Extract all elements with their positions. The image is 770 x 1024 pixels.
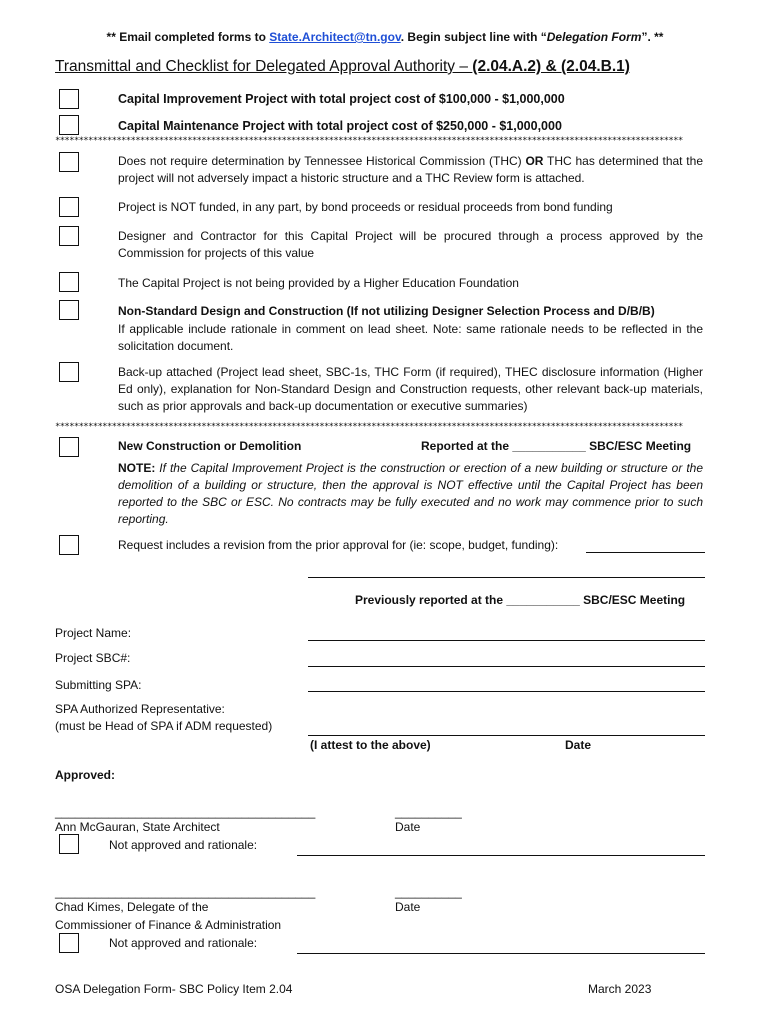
previously-reported-label: Previously reported at the ___________ SBC/ESC Meeting bbox=[355, 593, 686, 607]
page-title bbox=[55, 58, 630, 76]
checkbox-capital-maintenance[interactable] bbox=[59, 115, 79, 135]
architect-signature-line[interactable]: _______________________________________ bbox=[55, 805, 316, 819]
submitting-spa-label: Submitting SPA: bbox=[55, 678, 142, 692]
footer-left: OSA Delegation Form- SBC Policy Item 2.04 bbox=[55, 982, 293, 996]
checkbox-nonstandard[interactable] bbox=[59, 300, 79, 320]
architect-rationale-line[interactable] bbox=[297, 855, 705, 856]
spa-rep-label-1: SPA Authorized Representative: bbox=[55, 702, 225, 716]
attest-label: (I attest to the above) bbox=[310, 738, 431, 752]
spa-rep-label-2: (must be Head of SPA if ADM requested) bbox=[55, 719, 273, 733]
checkbox-capital-improvement[interactable] bbox=[59, 89, 79, 109]
capital-maintenance-label: Capital Maintenance Project with total project cost of $250,000 - $1,000,000 bbox=[118, 119, 562, 133]
delegate-not-approved-label: Not approved and rationale: bbox=[109, 936, 258, 950]
email-middle: . Begin subject line with “ bbox=[400, 30, 547, 44]
submitting-spa-line[interactable] bbox=[308, 691, 705, 692]
designer-text: Designer and Contractor for this Capital Project will be procured through a process approved by the Commission for projects of this value bbox=[118, 229, 703, 260]
email-prefix: ** Email completed forms to bbox=[106, 30, 270, 44]
project-name-line[interactable] bbox=[308, 640, 705, 641]
checkbox-delegate-not-approved[interactable] bbox=[59, 933, 79, 953]
project-sbc-line[interactable] bbox=[308, 666, 705, 667]
email-subject: Delegation Form bbox=[546, 30, 642, 44]
delegate-name-2: Commissioner of Finance & Administration bbox=[55, 918, 282, 932]
delegate-name-1: Chad Kimes, Delegate of the bbox=[55, 900, 209, 914]
architect-name: Ann McGauran, State Architect bbox=[55, 820, 220, 834]
checkbox-backup[interactable] bbox=[59, 362, 79, 382]
new-construction-label: New Construction or Demolition bbox=[118, 439, 302, 453]
note-label: NOTE: bbox=[118, 461, 156, 475]
reported-at-label: Reported at the ___________ SBC/ESC Meeting bbox=[421, 439, 692, 453]
architect-not-approved-label: Not approved and rationale: bbox=[109, 838, 258, 852]
capital-improvement-label: Capital Improvement Project with total project cost of $100,000 - $1,000,000 bbox=[118, 92, 565, 106]
revision-line-1[interactable] bbox=[586, 552, 705, 553]
attest-date-label: Date bbox=[565, 738, 592, 752]
new-construction-note bbox=[118, 460, 703, 528]
email-instruction bbox=[0, 30, 770, 44]
revision-line-2[interactable] bbox=[308, 577, 705, 578]
title-text: Transmittal and Checklist for Delegated Approval Authority – bbox=[55, 58, 473, 75]
approved-heading: Approved: bbox=[55, 768, 115, 782]
project-name-label: Project Name: bbox=[55, 626, 132, 640]
checkbox-thc[interactable] bbox=[59, 152, 79, 172]
checkbox-foundation[interactable] bbox=[59, 272, 79, 292]
nonstandard-body: If applicable include rationale in comment on lead sheet. Note: same rationale needs to be reflected in the solicitation document. bbox=[118, 322, 703, 353]
delegate-date-label: Date bbox=[395, 900, 421, 914]
note-text: If the Capital Improvement Project is the construction or erection of a new building or structure or the demolition of a building or structure, then the approval is NOT effective until the Capital Project has been reported to the SBC or ESC. No contracts may be fully executed and no work may commence prior to such reporting. bbox=[118, 461, 703, 526]
checkbox-architect-not-approved[interactable] bbox=[59, 834, 79, 854]
thc-part1: Does not require determination by Tennessee Historical Commission (THC) bbox=[118, 154, 526, 168]
thc-text bbox=[118, 153, 703, 187]
bond-text: Project is NOT funded, in any part, by bond proceeds or residual proceeds from bond funding bbox=[118, 200, 613, 214]
foundation-text: The Capital Project is not being provided by a Higher Education Foundation bbox=[118, 276, 519, 290]
delegate-signature-line[interactable]: _______________________________________ bbox=[55, 885, 316, 899]
architect-date-line[interactable]: __________ bbox=[395, 805, 462, 819]
checkbox-bond[interactable] bbox=[59, 197, 79, 217]
backup-text: Back-up attached (Project lead sheet, SBC-1s, THC Form (if required), THEC disclosure information (Higher Ed only), explanation for Non-Standard Design and Construction requests, other relevant back-up materials, such as prior approvals and back-up documentation or executive summaries) bbox=[118, 365, 703, 413]
revision-label: Request includes a revision from the prior approval for (ie: scope, budget, funding): bbox=[118, 538, 559, 552]
footer-right: March 2023 bbox=[588, 982, 652, 996]
email-link[interactable]: State.Architect@tn.gov bbox=[269, 30, 401, 44]
title-codes: (2.04.A.2) & (2.04.B.1) bbox=[472, 58, 630, 75]
nonstandard-title: Non-Standard Design and Construction (If not utilizing Designer Selection Process and D/B/B) bbox=[118, 304, 655, 318]
checkbox-revision[interactable] bbox=[59, 535, 79, 555]
thc-part2: THC has determined that the project will not adversely impact a historic structure and a THC Review form is attached. bbox=[118, 154, 703, 185]
checkbox-new-construction[interactable] bbox=[59, 437, 79, 457]
separator-stars-2: ************************************************************************************************************************************* bbox=[55, 422, 683, 432]
delegate-date-line[interactable]: __________ bbox=[395, 885, 462, 899]
project-sbc-label: Project SBC#: bbox=[55, 651, 131, 665]
delegate-rationale-line[interactable] bbox=[297, 953, 705, 954]
thc-or: OR bbox=[525, 154, 544, 168]
separator-stars: ************************************************************************************************************************************* bbox=[55, 136, 683, 146]
checkbox-designer[interactable] bbox=[59, 226, 79, 246]
spa-rep-line[interactable] bbox=[308, 735, 705, 736]
email-suffix: ”. ** bbox=[641, 30, 664, 44]
architect-date-label: Date bbox=[395, 820, 421, 834]
